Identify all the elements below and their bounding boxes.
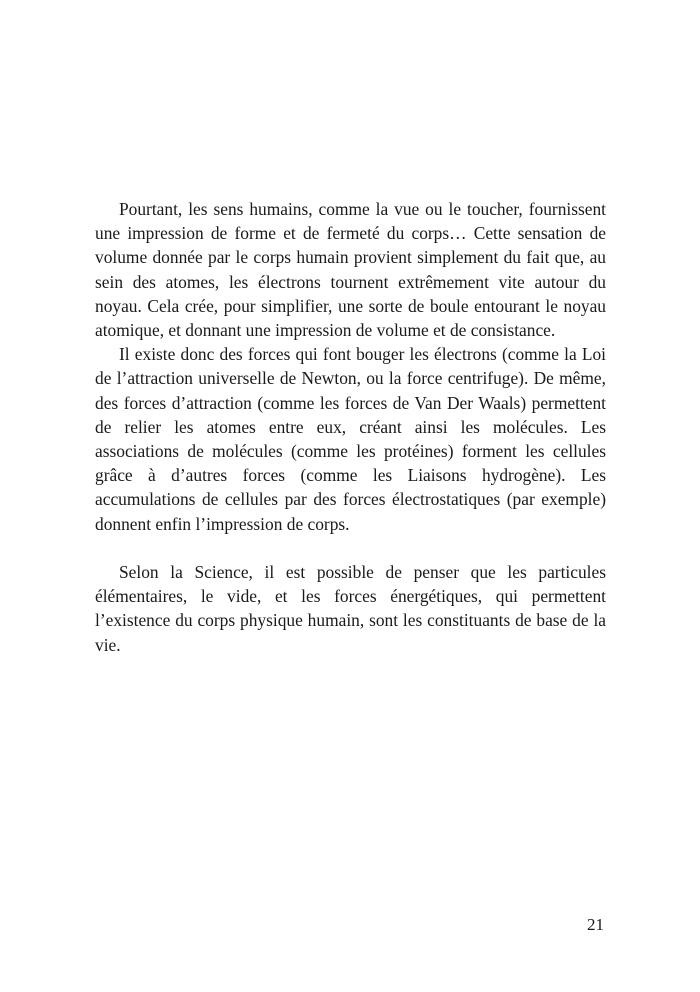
body-text — [95, 197, 606, 657]
paragraph-2: Il existe donc des forces qui font bouger les électrons (comme la Loi de l’attraction universelle de Newton, ou la force centrifuge). De même, des forces d’attraction (comme les forces de Van Der Waals) permettent de relier les atomes entre eux, créant ainsi les molécules. Les associations de molécules (comme les protéines) forment les cellules grâce à d’autres forces (comme les Liaisons hydrogène). Les accumulations de cellules par des forces électrostatiques (par exemple) donnent enfin l’impression de corps. — [95, 344, 606, 534]
paragraph-1: Pourtant, les sens humains, comme la vue ou le toucher, fournissent une impression de forme et de fermeté du corps… Cette sensation de volume donnée par le corps humain provient simplement du fait que, au sein des atomes, les électrons tournent extrêmement vite autour du noyau. Cela crée, pour simplifier, une sorte de boule entourant le noyau atomique, et donnant une impression de volume et de consistance. — [95, 199, 606, 341]
page-number: 21 — [587, 915, 604, 934]
paragraph-3: Selon la Science, il est possible de penser que les particules élémentaires, le vide, et les forces énergétiques, qui permettent l’existence du corps physique humain, sont les constituants de base de la vie. — [95, 562, 606, 655]
